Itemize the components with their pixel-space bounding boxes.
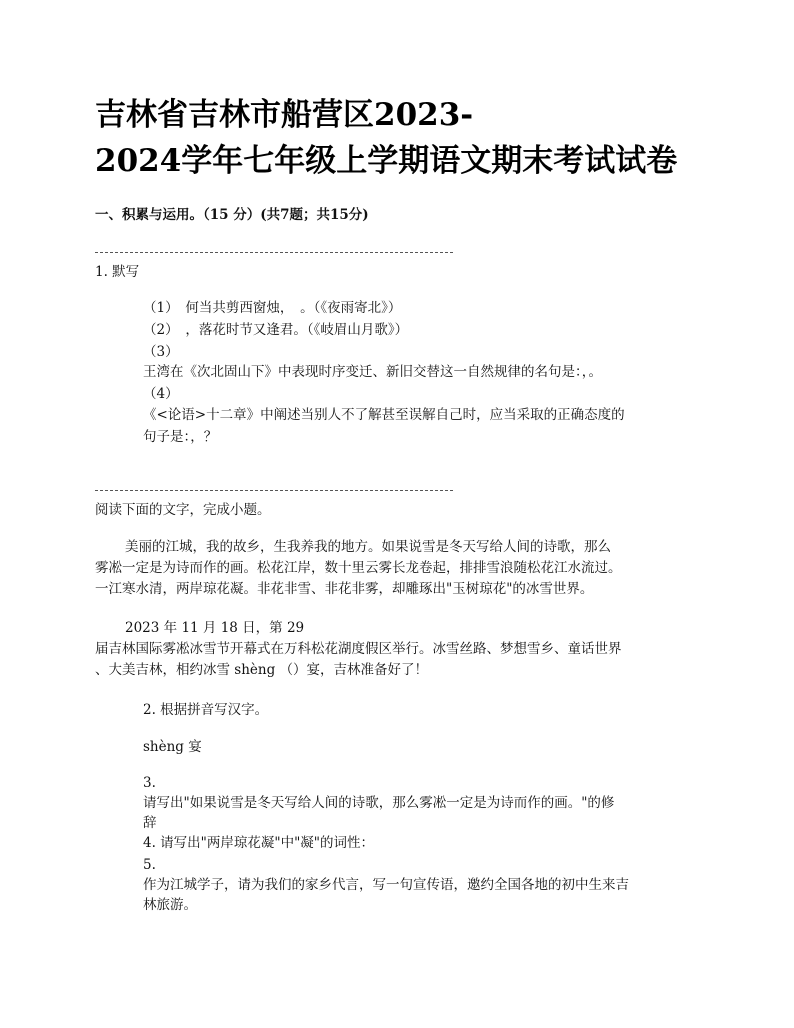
question-1-item-4-line-1: 《<论语>十二章》中阐述当别人不了解甚至误解自己时，应当采取的正确态度的 xyxy=(143,407,625,423)
exam-title xyxy=(95,92,735,184)
divider-2 xyxy=(95,490,453,491)
reading-paragraph-2 xyxy=(95,618,622,681)
reading-paragraph-2-line-2: 届吉林国际雾凇冰雪节开幕式在万科松花湖度假区举行。冰雪丝路、梦想雪乡、童话世界 xyxy=(95,641,622,657)
reading-paragraph-1-line-1: 美丽的江城，我的故乡，生我养我的地方。如果说雪是冬天写给人间的诗歌，那么 xyxy=(125,539,611,555)
question-3-number: 3. xyxy=(143,775,156,791)
title-line-1: 吉林省吉林市船营区2023- xyxy=(95,97,474,133)
question-1-item-3-text: 王湾在《次北固山下》中表现时序变迁、新旧交替这一自然规律的名句是：，。 xyxy=(143,364,602,380)
question-3-line-2: 辞 xyxy=(143,815,157,831)
reading-paragraph-2-line-3: 、大美吉林，相约冰雪 shèng （）宴，吉林准备好了！ xyxy=(95,662,429,678)
reading-paragraph-1-line-2: 雾凇一定是为诗而作的画。松花江岸，数十里云雾长龙卷起，排排雪浪随松花江水流过。 xyxy=(95,560,622,576)
question-1-item-4-line-2: 句子是：，？ xyxy=(143,429,218,445)
question-2-label: 2. 根据拼音写汉字。 xyxy=(143,702,269,718)
question-5-line-2: 林旅游。 xyxy=(143,897,197,913)
question-1-item-3-number: （3） xyxy=(143,344,179,360)
divider-1 xyxy=(95,252,453,253)
reading-intro: 阅读下面的文字，完成小题。 xyxy=(95,502,271,518)
question-1-item-4-number: （4） xyxy=(143,386,179,402)
question-1-item-1: （1） 何当共剪西窗烛， 。（《夜雨寄北》） xyxy=(143,300,402,316)
title-line-2: 2024学年七年级上学期语文期末考试试卷 xyxy=(95,143,678,179)
question-1-label: 1. 默写 xyxy=(95,264,140,280)
question-3-line-1: 请写出"如果说雪是冬天写给人间的诗歌，那么雾凇一定是为诗而作的画。"的修 xyxy=(143,795,615,811)
reading-paragraph-1-line-3: 一江寒水清，两岸琼花凝。非花非雪、非花非雾，却雕琢出"玉树琼花"的冰雪世界。 xyxy=(95,581,594,597)
question-1-item-2: （2） ，落花时节又逢君。（《岐眉山月歌》） xyxy=(143,322,409,338)
question-4-text: 4. 请写出"两岸琼花凝"中"凝"的词性： xyxy=(143,835,375,851)
question-5-line-1: 作为江城学子，请为我们的家乡代言，写一句宣传语，邀约全国各地的初中生来吉 xyxy=(143,877,629,893)
section-heading: 一、积累与运用。（15 分）(共7题；共15分) xyxy=(95,207,369,223)
question-5-number: 5. xyxy=(143,857,156,873)
question-2-prompt: shèng 宴 xyxy=(143,739,202,755)
reading-paragraph-1 xyxy=(95,537,622,600)
reading-paragraph-2-line-1: 2023 年 11 月 18 日，第 29 xyxy=(125,620,305,636)
